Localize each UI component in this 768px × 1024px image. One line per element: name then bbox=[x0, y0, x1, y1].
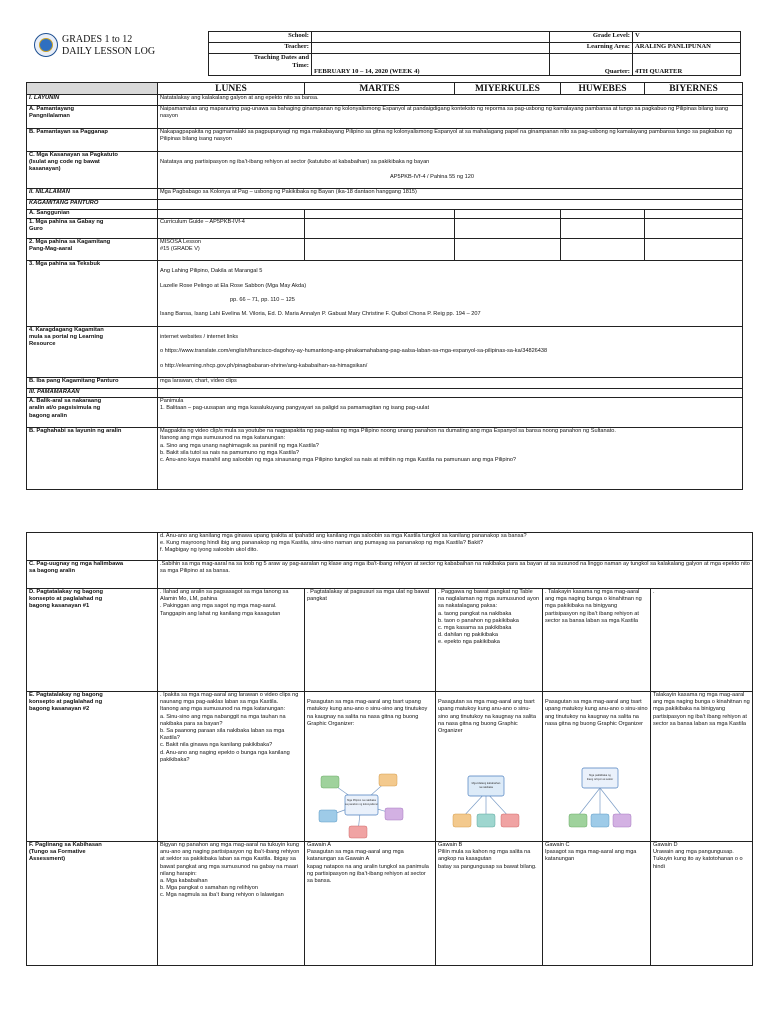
paglinang-label: F. Paglinang sa Kabihasan (Tungo sa Formative Assessment) bbox=[27, 842, 158, 966]
nilalaman-text: Mga Pagbabago sa Kolonya at Pag – usbong ng Pakikibaka ng Bayan (ika-18 dantaon hanggang 1815) bbox=[158, 189, 743, 200]
kasanayan-code: AP5PKB-IVf-4 / Pahina 55 ng 120 bbox=[390, 173, 474, 180]
teksbuk-line-4: Isang Bansa, Isang Lahi Evelina M. Viloria, Ed. D. Maria Annalyn P. Gabuat Mary Christine F. Quibol Chona P. Reig pp. 194 – 207 bbox=[160, 311, 481, 318]
paglinang-huwebes: Gawain C Ipasagot sa mga mag-aaral ang mga katanungan bbox=[543, 842, 651, 966]
pamantayan-sa-pagganap-label: B. Pamantayan sa Pagganap bbox=[27, 129, 158, 152]
pamantayang-pangnilalaman-text: Naipamamalas ang mapanuring pag-unawa sa bahaging ginampanan ng kolonyalismong Espanyol at pandaigdigang konteksto ng reporma sa pag-usbong ng kamalayang pambansa at tungo sa pagkabuo ng Pilipinas bilang isang nasyon bbox=[158, 106, 743, 129]
dates-value: FEBRUARY 10 – 14, 2020 (WEEK 4) bbox=[312, 54, 550, 76]
title-line-2: DAILY LESSON LOG bbox=[62, 45, 156, 57]
header-info-table bbox=[208, 31, 741, 76]
area-label: Learning Area: bbox=[550, 43, 633, 54]
paghahabi-label: B. Paghahabi sa layunin ng aralin bbox=[27, 428, 158, 490]
graphic-organizer-miyerkules bbox=[448, 772, 524, 832]
graphic-organizer-martes bbox=[318, 768, 404, 840]
gabay-ng-guro-text: Curriculum Guide – AP5PKB-IVf-4 bbox=[158, 219, 305, 239]
go-martes-center-text: Mga Pilipino na nakibaka bbox=[347, 799, 376, 802]
paglinang-miyerkules: Gawain B Piliin mula sa kahon ng mga salita na angkop na kasagutan batay sa pangungusap sa bawat bilang. bbox=[436, 842, 543, 966]
kasanayan-1-miyerkules: . Paggawa ng bawat pangkat ng Table na naglalaman ng mga sumusunod ayon sa nakatalagang paksa: a. taong pangkat na nakibaka b. taon o panahon ng pakikibaka c. mga kasama sa pakikibaka d. dahilan ng pakikibaka e. epekto nga pakikibaka bbox=[436, 589, 543, 692]
day-header-martes: MARTES bbox=[305, 83, 455, 95]
quarter-value: 4TH QUARTER bbox=[633, 54, 741, 76]
title-line-1: GRADES 1 to 12 bbox=[62, 34, 133, 45]
kasanayan-1-biyernes: . bbox=[651, 589, 753, 692]
paglinang-lunes: Bigyan ng panahon ang mga mag-aaral na tukuyin kung anu-ano ang naging partisipasyon ng iba’t-ibang rehiyon at sektor sa pakikibaka laban sa mga Kastila. Ibigay sa bawat pangkat ang mga sumusunod na gabay na maari nilang harapin: a. Mga kababaihan b. Mga pangkat o samahan ng relihiyon c. Mga nagmula sa iba’t ibang rehiyon o lalawigan bbox=[158, 842, 305, 966]
svg-text:na nakibaka: na nakibaka bbox=[479, 786, 493, 789]
day-header-biyernes: BIYERNES bbox=[645, 83, 743, 95]
kagamitang-panturo-heading: KAGAMITANG PANTURO bbox=[27, 200, 158, 210]
paglinang-biyernes: Gawain D Urawain ang mga pangungusap. Tukuyin kung ito ay katotohanan o o hindi bbox=[651, 842, 753, 966]
paghahabi-text: Magpakita ng video clip/s mula sa youtube na nagpapakita ng pag-aalsa ng mga Pilipino noong unang panahon na dumating ang mga Espanyol sa bansa noong panahon ng Sultanato. Itanong ang mga sumusunod na mga katanungan: a. Sino ang mga unang naghimagsik sa paniniil ng mga Kastila? b. Bakit sila tutol sa nais na pamumuno ng mga Kastila? c. Anu-ano kaya marahil ang saloobin ng mga sinaunang mga Pilipino tungkol sa nais at mithiin ng mga Kastila na pamunuan ang mga Pilipino? bbox=[158, 428, 743, 490]
day-header-lunes: LUNES bbox=[158, 83, 305, 95]
go-huwebes-center-text: Mga pakikibaka ng bbox=[589, 774, 611, 777]
kasanayan-2-label: E. Pagtatalakay ng bagong konsepto at paglalahad ng bagong kasanayan #2 bbox=[27, 692, 158, 842]
grade-value: V bbox=[633, 32, 741, 43]
lr-line-1: internet websites / internet links bbox=[160, 334, 239, 341]
kasanayan-1-lunes: . Ilahad ang aralin sa pagsasagot sa mga tanong sa Alamin Mo, LM, pahina . Pakinggan ang mga sagot ng mga mag-aaral. Tanggapin ang lahat ng kanilang mga kasagutan bbox=[158, 589, 305, 692]
teksbuk-label: 3. Mga pahina sa Teksbuk bbox=[27, 261, 158, 327]
continued-questions-text: d. Anu-ano ang kanilang mga ginawa upang ipakita at ipahatid ang kanilang mga saloobin sa mga Kastila tungkol sa kanilang pananakop sa bansa? e. Kung mayroong hindi ibig ang pananakop ng mga Kastila, sinu-sino naman ang pumayag sa pananakop ng mga Kastila? Bakit? f. Magbigay ng iyong saloobin ukol dito. bbox=[158, 533, 753, 561]
paglinang-martes: Gawain A Pasagutan sa mga mag-aaral ang mga katanungan sa Gawain A kapag natapos na ang aralin tungkol sa panimula ng partisipasyon ng iba’t-ibang rehiyon at sector sa bansa. bbox=[305, 842, 436, 966]
lr-link-1[interactable]: o https://www.translate.com/english/francisco-dagohoy-ay-humantong-ang-pinakamahabang-pag-aalsa-laban-sa-mga-espanyol-sa-pilipinas-sa-ka/34826438 bbox=[160, 348, 548, 355]
day-header-miyerkules: MIYERKULES bbox=[455, 83, 561, 95]
nilalaman-heading: II. NILALAMAN bbox=[27, 189, 158, 200]
graphic-organizer-huwebes bbox=[566, 764, 634, 834]
kasanayan-1-martes: . Pagtatalakay at pagsusuri sa mga ulat ng bawat pangkat bbox=[305, 589, 436, 692]
kagamitang-mag-aaral-label: 2. Mga pahina sa Kagamitang Pang-Mag-aaral bbox=[27, 239, 158, 261]
grade-label: Grade Level: bbox=[550, 32, 633, 43]
svg-text:sa panahon ng kolonyalismo: sa panahon ng kolonyalismo bbox=[345, 803, 378, 806]
teacher-label: Teacher: bbox=[209, 43, 312, 54]
lr-link-2[interactable]: o http://elearning.nhcp.gov.ph/pinagbabaran-shrine/ang-kababaihan-sa-himagsikan/ bbox=[160, 362, 368, 369]
kasanayan-2-martes: Pasagutan sa mga mag-aaral ang tsart upang matukoy kung anu-ano o sinu-sino ang tinutukoy na kaugnay na salita na nasa gitna ng buong Graphic Organizer: bbox=[307, 699, 428, 727]
balik-aral-label: A. Balik-aral sa nakaraang aralin at/o pagsisimula ng bagong aralin bbox=[27, 398, 158, 428]
dates-label-2: Time: bbox=[292, 62, 309, 69]
log-title bbox=[62, 34, 155, 57]
pag-uugnay-label: C. Pag-uugnay ng mga halimbawa sa bagong aralin bbox=[27, 561, 158, 589]
kasanayan-1-huwebes: . Talakayin kasama ng mga mag-aaral ang mga naging bunga o kinahitnan ng mga pakikibaka na binigyang partisipasyon ng iba’t ibang rehiyon at sector sa bansa laban sa mga Kastila bbox=[543, 589, 651, 692]
teksbuk-line-2: Lazelle Rose Pelingo at Ela Rose Sabbon (Mga May Akda) bbox=[160, 282, 307, 289]
svg-text:ibang rehiyon at sektor: ibang rehiyon at sektor bbox=[586, 778, 614, 781]
balik-aral-text: Panimula 1. Balitaan – pag-uusapan ang mga kasalukuyang pangyayari sa paligid sa pamamagitan ng isang pag-uulat bbox=[158, 398, 743, 428]
pamantayan-sa-pagganap-text: Nakapagpapakita ng pagmamalaki sa pagpupunyagi ng mga makabayang Pilipino sa gitna ng kolonyalismong Espanyol at sa mahalagang papel na ginampanan nito sa pag-usbong ng kamalayang pambansa tungo sa pagkabuo ng Pilipinas bilang isang nasyon bbox=[158, 129, 743, 152]
pamantayang-pangnilalaman-label: A. Pamantayang Pangnilalaman bbox=[27, 106, 158, 129]
area-value: ARALING PANLIPUNAN bbox=[633, 43, 741, 54]
learning-resource-label: 4. Karagdagang Kagamitan mula sa portal ng Learning Resource bbox=[27, 326, 158, 377]
deped-logo bbox=[34, 33, 58, 57]
teksbuk-line-3: pp. 66 – 71, pp. 110 – 125 bbox=[230, 297, 295, 304]
go-miyerkules-center-text: Mga kilalang kababaihan bbox=[471, 782, 501, 785]
pag-uugnay-text: .Sabihin sa mga mag-aaral na sa loob ng 5 araw ay pag-aaralan ng klase ang mga iba’t-ibang rehiyon at sector ng kababaihan na nakibaka para sa bayan at sa susunod na linggo naman ay tungkol sa kalakalang galyon at mga epekto nito sa mga Pilipino at sa bansa. bbox=[158, 561, 753, 589]
iba-pang-kagamitan-label: B. Iba pang Kagamitang Panturo bbox=[27, 378, 158, 389]
quarter-label: Quarter: bbox=[550, 54, 633, 76]
kasanayan-text: Natataya ang partisipasyon ng iba’t-ibang rehiyon at sector (katutubo at kababaihan) sa pakikibaka ng bayan bbox=[160, 159, 430, 166]
day-header-huwebes: HUWEBES bbox=[561, 83, 645, 95]
kagamitang-mag-aaral-text: MISOSA Lesson #15 (GRADE V) bbox=[158, 239, 305, 261]
layunin-text: Natatalakay ang kalakalang galyon at ang epekto nito sa bansa. bbox=[158, 95, 743, 106]
school-label: School: bbox=[209, 32, 312, 43]
iba-pang-kagamitan-text: mga larawan, chart, video clips bbox=[158, 378, 743, 389]
school-value bbox=[312, 32, 550, 43]
pamamaraan-heading: III. PAMAMARAAN bbox=[27, 389, 158, 398]
kasanayan-label: C. Mga Kasanayan sa Pagkatuto (Isulat ang code ng bawat kasanayan) bbox=[27, 152, 158, 189]
teksbuk-line-1: Ang Lahing Pilipino, Dakila at Marangal 5 bbox=[160, 268, 263, 275]
layunin-heading: I. LAYUNIN bbox=[27, 95, 158, 106]
teacher-value bbox=[312, 43, 550, 54]
kasanayan-2-biyernes: Talakayin kasama ng mga mag-aaral ang mga naging bunga o kinahitnan ng mga pakikibaka na binigyang partisipasyon ng iba’t ibang rehiyon at sector sa bansa laban sa mga Kastila bbox=[651, 692, 753, 842]
lesson-table-page-1 bbox=[26, 82, 743, 490]
dates-label-1: Teaching Dates and bbox=[253, 54, 309, 61]
kasanayan-2-lunes: . Ipakita sa mga mag-aaral ang larawan o video clips ng naunang mga pag-aaklas laban sa mga Kastila. Itanong ang mga sumusunod na mga katanungan: a. Sinu-sino ang mga nabanggit na mga tauhan na nakibaka para sa bayan? b. Sa paanong paraan sila nakibaka laban sa mga Kastila? c. Bakit nila ginawa nga kanilang pakikibaka? d. Anu-ano ang naging epekto o bunga nga kanilang pakikibaka? bbox=[158, 692, 305, 842]
gabay-ng-guro-label: 1. Mga pahina sa Gabay ng Guro bbox=[27, 219, 158, 239]
kasanayan-1-label: D. Pagtatalakay ng bagong konsepto at paglalahad ng bagong kasanayan #1 bbox=[27, 589, 158, 692]
kasanayan-2-miyerkules: Pasagutan sa mga mag-aaral ang tsart upang matukoy kung anu-ano o sinu-sino ang tinutukoy na kaugnay na salita na nasa gitna ng buong Graphic Organizer bbox=[438, 699, 536, 735]
lesson-table-page-2 bbox=[26, 532, 753, 966]
kasanayan-2-huwebes: Pasagutan sa mga mag-aaral ang tsart upang matukoy kung anu-ano o sinu-sino ang tinutukoy na kaugnay na salita na nasa gitna ng buong Graphic Organizer bbox=[545, 699, 648, 727]
sanggunian-label: A. Sanggunian bbox=[27, 210, 158, 219]
